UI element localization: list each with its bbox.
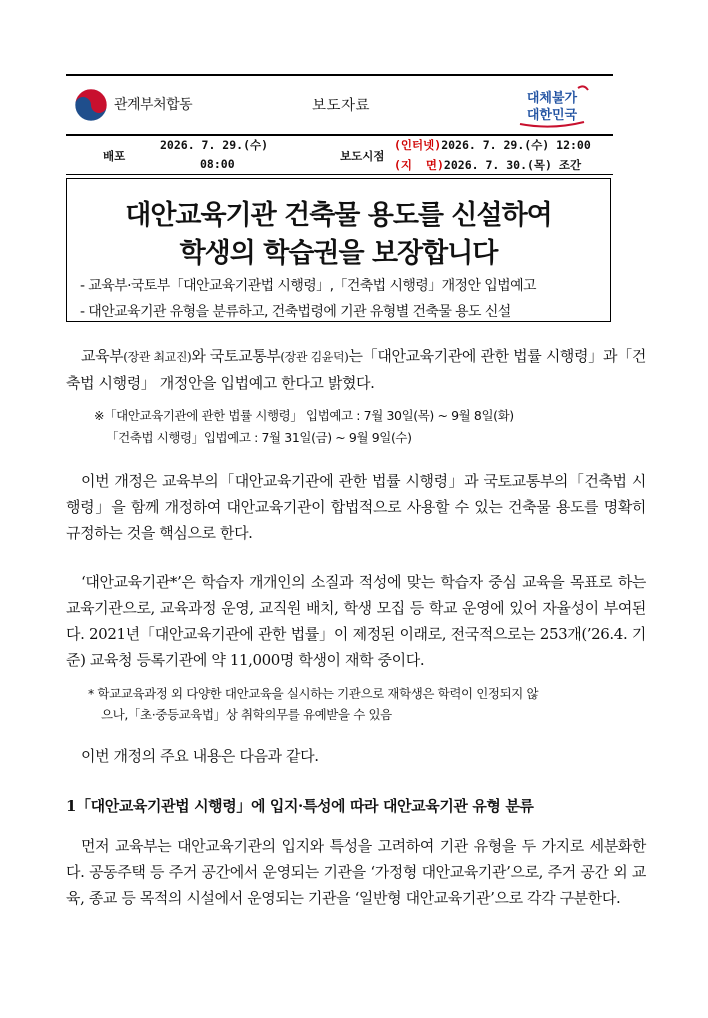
slogan-logo: [512, 82, 592, 130]
document-type: 보도자료: [312, 98, 371, 114]
paragraph-3: ‘대안교육기관*’은 학습자 개개인의 소질과 적성에 맞는 학습자 중심 교육을 목표로 하는 교육기관으로, 교육과정 운영, 교직원 배치, 학생 모집 등 학교 운영에 있어 자율성이 부여된다. 2021년「대안교육기관에 관한 법률」이 제정된 이래로, 전국적으로는 253개(’26.4. 기준) 교육청 등록기관에 약 11,000명 학생이 재학 중이다.: [66, 573, 646, 669]
embargo-label: 보도시점: [340, 149, 385, 163]
distribution-date: 2026. 7. 29.(수): [160, 138, 269, 152]
subheading-1: - 교육부·국토부「대안교육기관법 시행령」,「건축법 시행령」개정안 입법예고: [80, 278, 536, 294]
internet-tag: (인터넷): [394, 138, 442, 152]
paragraph-5: 먼저 교육부는 대안교육기관의 입지와 특성을 고려하여 기관 유형을 두 가지로 세분화한다. 공동주택 등 주거 공간에서 운영되는 기관을 ‘가정형 대안교육기관’으로, 주거 공간 외 교육, 종교 등 목적의 시설에서 운영되는 기관을 ‘일반형 대안교육기관’으로 각각 구분한다.: [66, 837, 646, 907]
title-box: [66, 178, 611, 322]
headline-line2: 학생의 학습권을 보장합니다: [179, 238, 498, 269]
footnote-line2: 으나,「초·중등교육법」상 취학의무를 유예받을 수 있음: [101, 707, 392, 722]
notice-1: ※「대안교육기관에 관한 법률 시행령」 입법예고 : 7월 30일(목) ~ 9월 8일(화): [94, 408, 514, 423]
press-header: [66, 74, 613, 136]
notice-2: 「건축법 시행령」입법예고 : 7월 31일(금) ~ 9월 9일(수): [106, 430, 412, 445]
distribution-label: 배포: [103, 149, 126, 163]
paragraph-4: 이번 개정의 주요 내용은 다음과 같다.: [81, 747, 319, 765]
internet-time: 2026. 7. 29.(수) 12:00: [441, 138, 591, 152]
slogan-line1: 대체불가: [526, 91, 578, 106]
headline-line1: 대안교육기관 건축물 용도를 신설하여: [125, 200, 552, 231]
distribution-row: [66, 134, 613, 175]
footnote-line1: * 학교교육과정 외 다양한 대안교육을 실시하는 기관으로 재학생은 학력이 인정되지 않: [88, 686, 539, 701]
section-heading-1: 1「대안교육기관법 시행령」에 입지·특성에 따라 대안교육기관 유형 분류: [66, 797, 534, 815]
government-emblem-icon: [74, 88, 108, 122]
paper-embargo: [394, 157, 581, 173]
paper-tag: (지 면): [394, 158, 444, 172]
distribution-time: 08:00: [200, 157, 235, 171]
organization-name: 관계부처합동: [114, 97, 193, 113]
paper-time: 2026. 7. 30.(목) 조간: [443, 158, 582, 172]
paragraph-1: 교육부(장관 최교진)와 국토교통부(장관 김윤덕)는「대안교육기관에 관한 법률 시행령」과「건축법 시행령」 개정안을 입법예고 한다고 밝혔다.: [66, 347, 646, 392]
slogan-line2: 대한민국: [526, 108, 578, 123]
internet-embargo: [394, 137, 591, 153]
paragraph-2: 이번 개정은 교육부의「대안교육기관에 관한 법률 시행령」과 국토교통부의「건축법 시행령」을 함께 개정하여 대안교육기관이 합법적으로 사용할 수 있는 건축물 용도를 명확히 규정하는 것을 핵심으로 한다.: [66, 472, 646, 542]
subheading-2: - 대안교육기관 유형을 분류하고, 건축법령에 기관 유형별 건축물 용도 신설: [80, 304, 511, 320]
